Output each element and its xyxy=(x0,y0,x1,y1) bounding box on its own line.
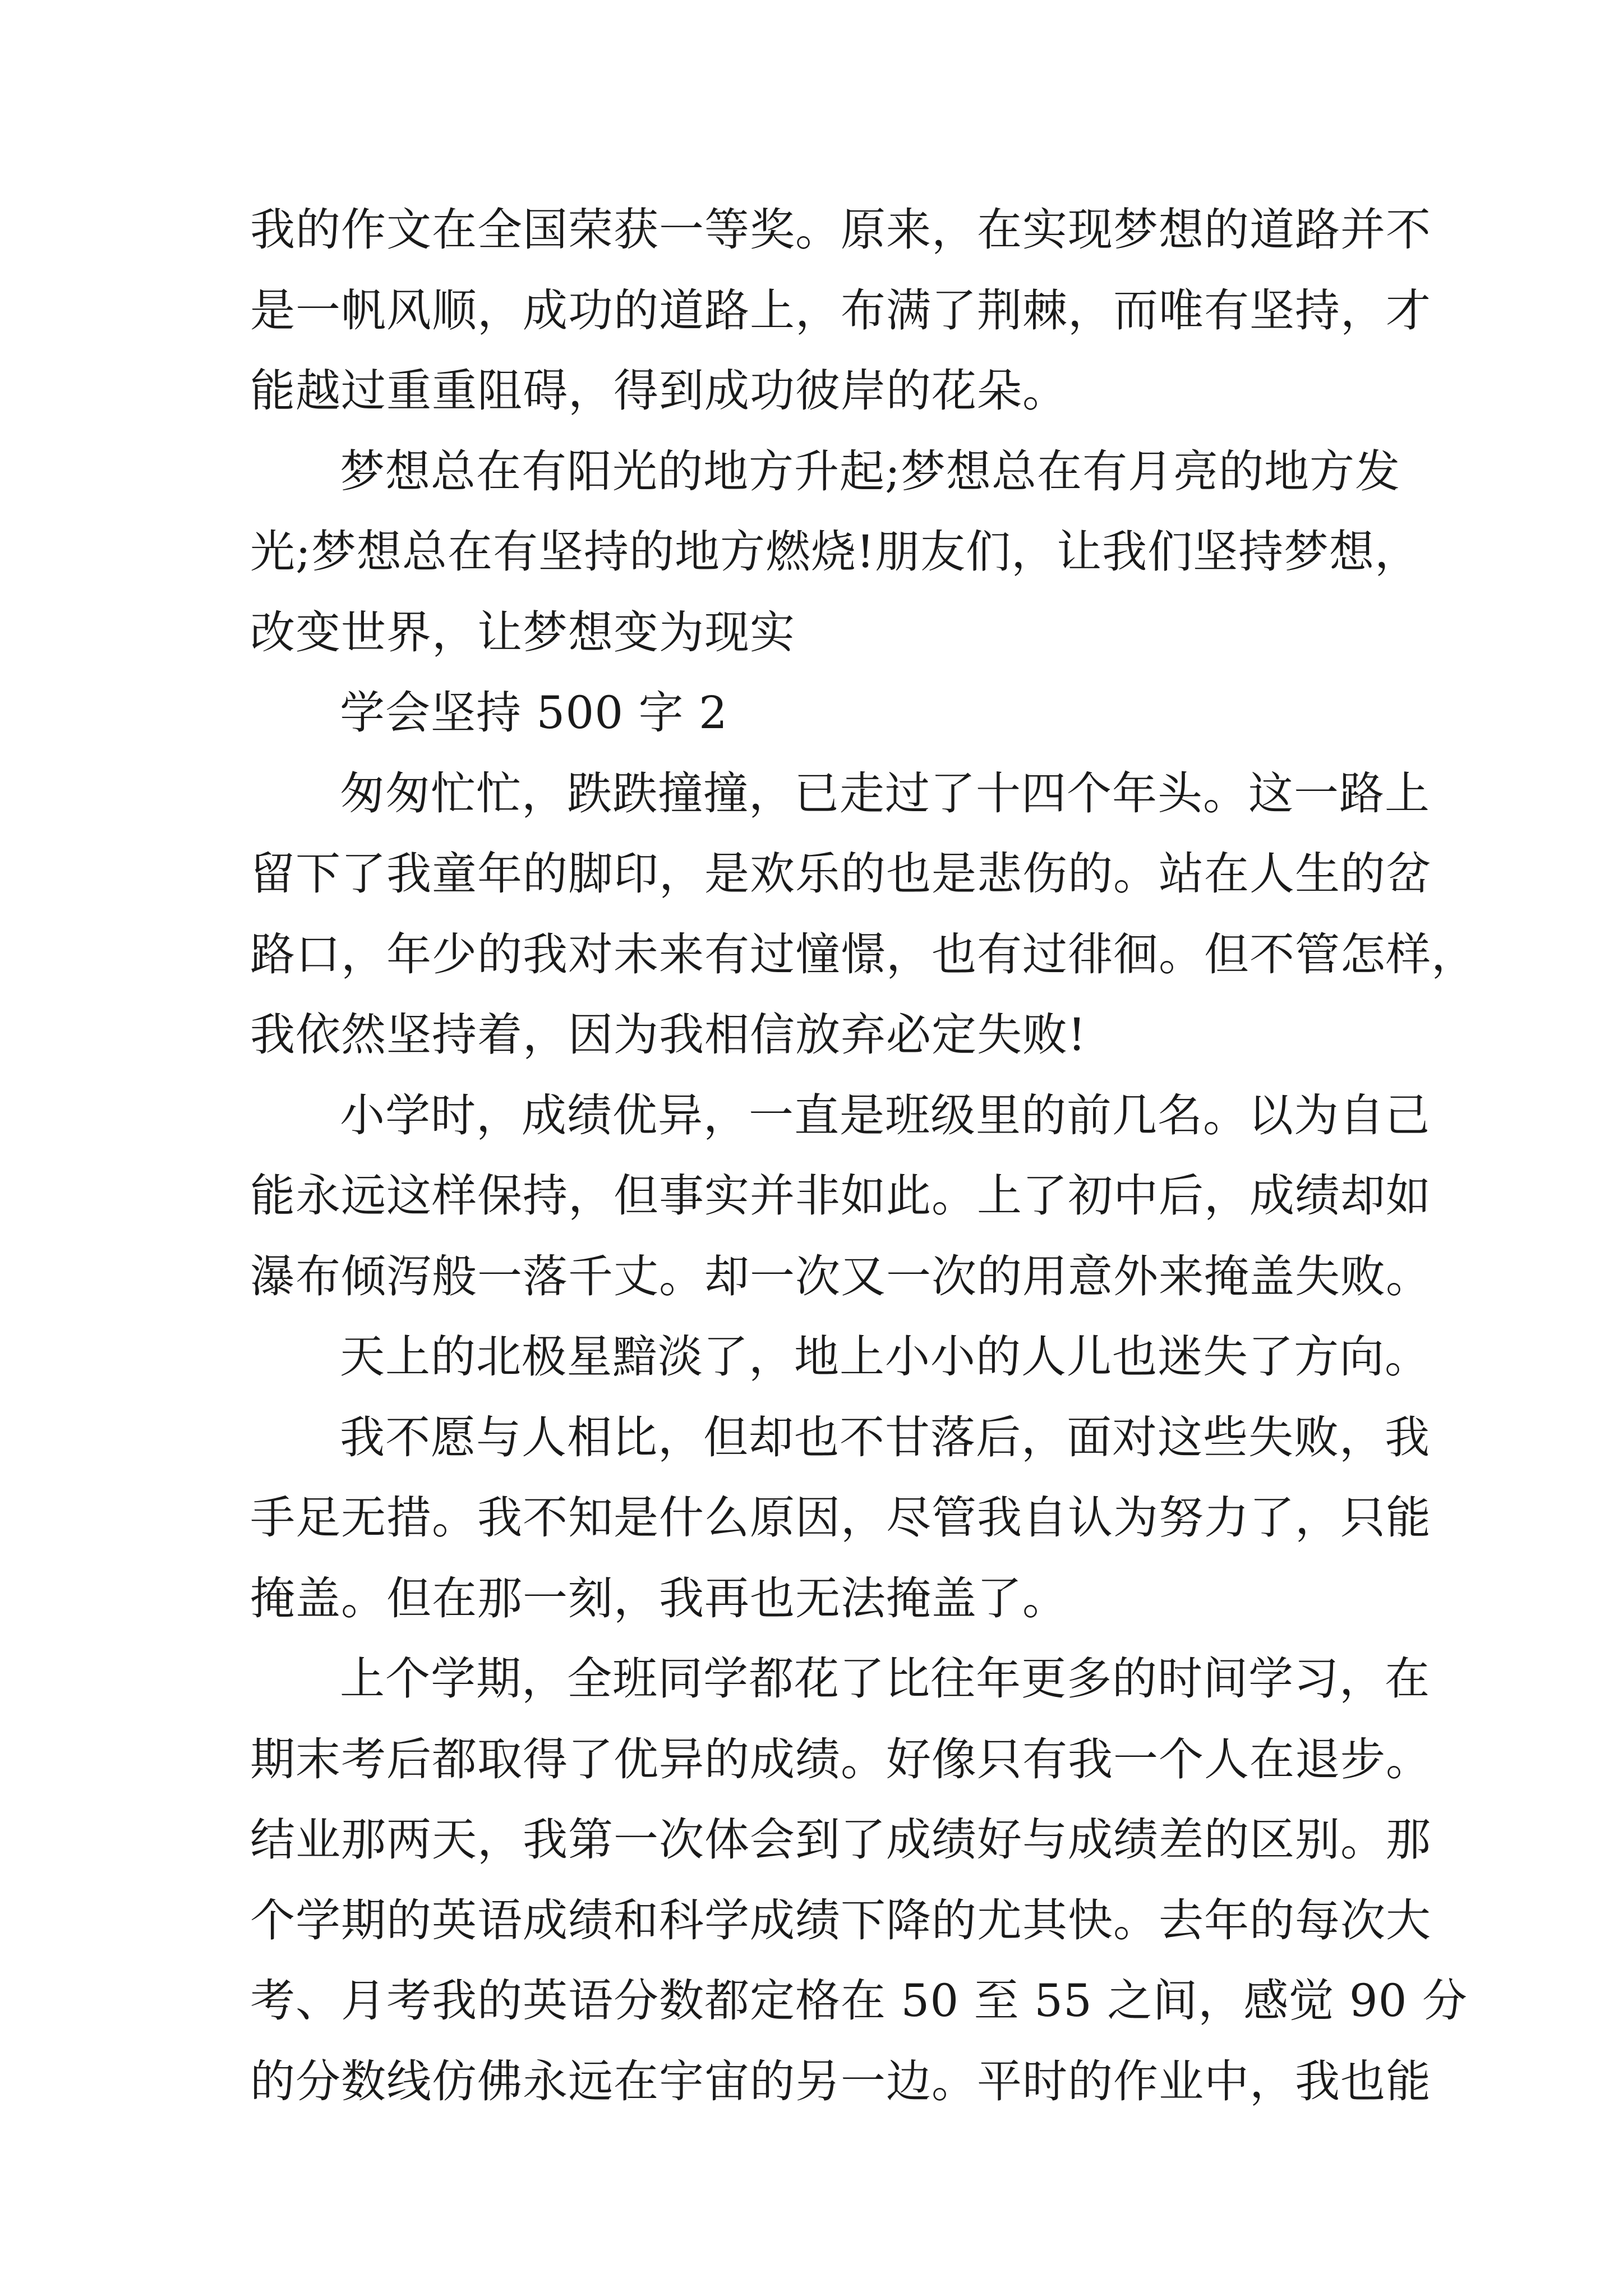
text-line: 瀑布倾泻般一落千丈。却一次又一次的用意外来掩盖失败。 xyxy=(250,1250,1431,1303)
paragraph-first-line: 梦想总在有阳光的地方升起;梦想总在有月亮的地方发 xyxy=(340,445,1400,498)
text-line: 路口，年少的我对未来有过憧憬，也有过徘徊。但不管怎样， xyxy=(250,928,1477,981)
text-line: 手足无措。我不知是什么原因，尽管我自认为努力了，只能 xyxy=(250,1492,1431,1544)
text-line: 结业那两天，我第一次体会到了成绩好与成绩差的区别。那 xyxy=(250,1814,1431,1866)
text-line: 能永远这样保持，但事实并非如此。上了初中后，成绩却如 xyxy=(250,1170,1431,1222)
section-heading: 学会坚持 500 字 2 xyxy=(340,687,728,739)
text-line: 改变世界，让梦想变为现实 xyxy=(250,606,795,659)
text-line: 个学期的英语成绩和科学成绩下降的尤其快。去年的每次大 xyxy=(250,1894,1431,1947)
paragraph-first-line: 天上的北极星黯淡了，地上小小的人儿也迷失了方向。 xyxy=(340,1331,1430,1383)
text-line: 掩盖。但在那一刻，我再也无法掩盖了。 xyxy=(250,1572,1068,1625)
text-line: 是一帆风顺，成功的道路上，布满了荆棘，而唯有坚持，才 xyxy=(250,284,1431,337)
text-line: 留下了我童年的脚印，是欢乐的也是悲伤的。站在人生的岔 xyxy=(250,848,1431,900)
paragraph-first-line: 上个学期，全班同学都花了比往年更多的时间学习，在 xyxy=(340,1653,1430,1705)
text-line: 期末考后都取得了优异的成绩。好像只有我一个人在退步。 xyxy=(250,1733,1431,1786)
text-line: 光;梦想总在有坚持的地方燃烧!朋友们，让我们坚持梦想， xyxy=(250,526,1421,578)
text-line: 我依然坚持着，因为我相信放弃必定失败! xyxy=(250,1009,1087,1061)
text-line: 考、月考我的英语分数都定格在 50 至 55 之间，感觉 90 分 xyxy=(250,1975,1468,2027)
document-body xyxy=(250,190,1477,2122)
text-line: 的分数线仿佛永远在宇宙的另一边。平时的作业中，我也能 xyxy=(250,2055,1431,2108)
paragraph-first-line: 我不愿与人相比，但却也不甘落后，面对这些失败，我 xyxy=(340,1411,1430,1464)
paragraph-first-line: 小学时，成绩优异，一直是班级里的前几名。以为自己 xyxy=(340,1089,1430,1142)
paragraph-first-line: 匆匆忙忙，跌跌撞撞，已走过了十四个年头。这一路上 xyxy=(340,767,1430,820)
text-line: 我的作文在全国荣获一等奖。原来，在实现梦想的道路并不 xyxy=(250,204,1431,256)
text-line: 能越过重重阻碍，得到成功彼岸的花朵。 xyxy=(250,365,1068,417)
